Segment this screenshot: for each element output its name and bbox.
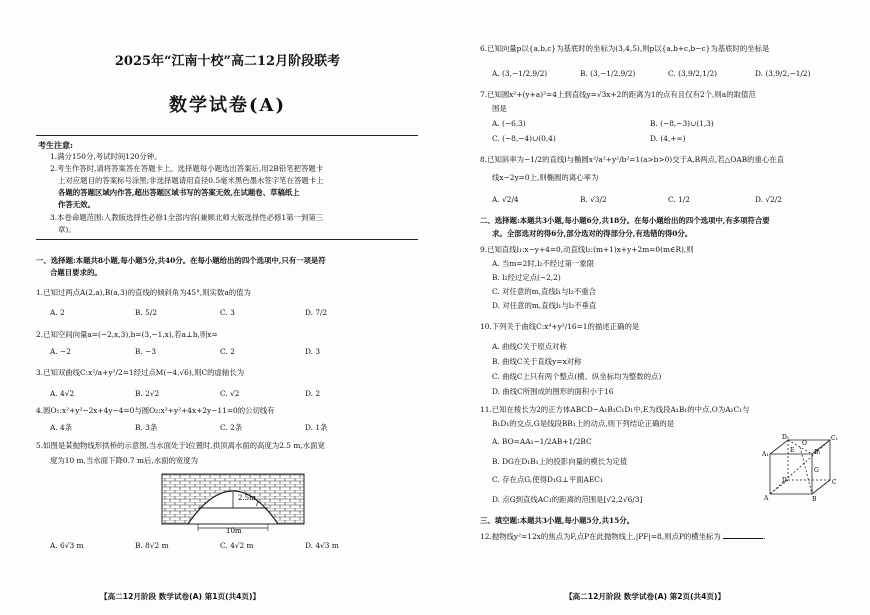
notice-line: 2.考生作答时,请将答案答在答题卡上。选择题每小题选出答案后,用2B铅笔把答题卡 (50, 164, 324, 173)
section3-heading: 三、填空题:本题共3小题,每小题5分,共15分。 (480, 516, 635, 525)
cube-label: A₁ (762, 451, 769, 458)
question-5-cont: 度为10 m,当水面下降0.7 m后,水面的宽度为 (50, 456, 199, 465)
section2-heading: 二、选择题:本题共3小题,每小题6分,共18分。在每小题给出的四个选项中,有多项符合要 (480, 216, 770, 225)
question-9: 9.已知直线l₁:x−y+4=0,动直线l₂:(m+1)x+y+2m=0(m∈R),则 (480, 245, 694, 254)
q2-option-b: B. −3 (135, 347, 157, 356)
page2-footer: 【高二12月阶段 数学试卷(A) 第2页(共4页)】 (565, 592, 726, 601)
question-11: 11.已知在棱长为2的正方体ABCD−A₁B₁C₁D₁中,E为线段A₁B₁的中点,O为A₁C₁与 (480, 405, 750, 414)
cube-label: B (812, 496, 817, 502)
q7-option-b: B. (−8,−3)∪(1,3) (650, 119, 714, 128)
bridge-width-label: 10m (226, 527, 242, 534)
question-12-text: 12.抛物线y²=12x的焦点为F,点P在此抛物线上,|PF|=8,则点P的横坐标为 (480, 532, 721, 541)
question-6: 6.已知向量p以{a,b,c}为基底时的坐标为(3,4,5),则p以{a,b+c,b−c}为基底时的坐标是 (480, 44, 770, 53)
q6-option-b: B. (3,−1/2,9/2) (580, 69, 636, 78)
paper-title: 数学试卷(A) (169, 95, 286, 116)
question-8-cont: 线x−2y=0上,则椭圆的离心率为 (492, 173, 599, 182)
q7-option-c: C. (−8,−4)∪(0,4) (492, 134, 556, 143)
bridge-height-label: 2.5m (238, 494, 256, 502)
cube-label: D₁ (782, 434, 790, 441)
notice-line: 上对应题目的答案标号涂黑;非选择题请用直径0.5毫米黑色墨水签字笔在答题卡上 (58, 176, 324, 185)
q8-option-c: C. 1/2 (668, 195, 690, 204)
answer-blank (723, 530, 763, 539)
notice-line: 章)。 (58, 225, 76, 234)
question-7-cont: 围是 (492, 104, 507, 113)
q9-option-b: B. l₂经过定点(−2,2) (492, 273, 561, 282)
q10-option-b: B. 曲线C关于直线y=x对称 (492, 357, 582, 366)
question-8: 8.已知斜率为−1/2的直线l与椭圆x²/a²+y²/b²=1(a>b>0)交于A,B两点,若△OAB的重心在直 (480, 155, 785, 164)
exam-title: 2025年“江南十校”高二12月阶段联考 (114, 54, 341, 69)
q7-option-a: A. (−6,3) (492, 119, 526, 128)
q3-option-c: C. √2 (220, 389, 240, 398)
q10-option-a: A. 曲线C关于原点对称 (492, 342, 567, 351)
section1-heading: 一、选择题:本题共8小题,每小题5分,共40分。在每小题给出的四个选项中,只有一项是符 (36, 256, 326, 265)
q4-option-b: B. 3条 (135, 423, 158, 432)
q1-option-a: A. 2 (50, 308, 65, 317)
q9-option-d: D. 对任意的m,直线l₁与l₂不垂直 (492, 301, 597, 310)
q2-option-a: A. −2 (50, 347, 71, 356)
q2-option-c: C. 2 (220, 347, 235, 356)
question-11-cont: B₁D₁的交点,G是线段BB₁上的动点,则下列结论正确的是 (492, 419, 675, 428)
notice-top-rule (36, 135, 418, 136)
q9-option-a: A. 当m=2时,l₂不经过第一象限 (492, 259, 595, 268)
q9-option-c: C. 对任意的m,直线l₁与l₂不重合 (492, 287, 597, 296)
q3-option-a: A. 4√2 (50, 389, 75, 398)
q2-option-d: D. 3 (305, 347, 321, 356)
q5-option-a: A. 6√3 m (50, 541, 84, 550)
notice-title: 考生注意: (38, 140, 73, 150)
notice-line: 1.满分150分,考试时间120分钟。 (50, 152, 162, 161)
cube-label: O (802, 440, 807, 447)
question-7: 7.已知圆x²+(y+a)²=4上到直线y=√3x+2的距离为1的点有且仅有2个,则a的取值范 (480, 90, 756, 99)
q5-option-d: D. 4√3 m (305, 541, 339, 550)
cube-label: B₁ (814, 449, 821, 456)
q8-option-a: A. √2/4 (492, 195, 519, 204)
cube-label: G (814, 467, 819, 474)
q8-option-d: D. √2/2 (755, 195, 782, 204)
cube-label: A (764, 495, 769, 502)
q6-option-d: D. (3,9/2,−1/2) (755, 69, 811, 78)
q10-option-d: D. 曲线C所围成的图形的面积小于16 (492, 387, 614, 396)
q4-option-d: D. 1条 (305, 423, 328, 432)
notice-bottom-rule (36, 239, 418, 240)
arch-bridge-figure (160, 472, 306, 534)
q11-option-d: D. 点G到直线AC₁的距离的范围是[√2,2√6/3] (492, 495, 643, 504)
question-12: 12.抛物线y²=12x的焦点为F,点P在此抛物线上,|PF|=8,则点P的横坐标为 . (480, 532, 766, 541)
question-5: 5.如图是某抛物线形拱桥的示意图,当水面处于l位置时,拱顶离水面的高度为2.5 m,水面宽 (36, 441, 325, 450)
q3-option-d: D. 2 (305, 389, 321, 398)
q4-option-a: A. 4条 (50, 423, 73, 432)
q3-option-b: B. 2√2 (135, 389, 160, 398)
page1-footer: 【高二12月阶段 数学试卷(A) 第1页(共4页)】 (100, 592, 261, 601)
q5-option-b: B. 8√2 m (135, 541, 169, 550)
q10-option-c: C. 曲线C上只有两个整点(横、纵坐标均为整数的点) (492, 372, 662, 381)
question-2: 2.已知空间向量a=(−2,x,3),b=(3,−1,x),若a⊥b,则x= (36, 330, 218, 339)
notice-line: 作答无效。 (58, 200, 95, 209)
question-3: 3.已知双曲线C:x²/a+y²/2=1经过点M(−4,√6),则C的虚轴长为 (36, 368, 245, 377)
q4-option-c: C. 2条 (220, 423, 243, 432)
cube-figure (762, 432, 840, 502)
q11-option-b: B. DG在D₁B₁上的投影向量的模长为定值 (492, 457, 628, 466)
section2-heading-cont: 求。全部选对的得6分,部分选对的得部分分,有选错的得0分。 (492, 229, 693, 238)
notice-line: 各题的答题区域内作答,超出答题区域书写的答案无效,在试题卷、草稿纸上 (58, 188, 300, 197)
q1-option-d: D. 7/2 (305, 308, 328, 317)
q1-option-b: B. 5/2 (135, 308, 158, 317)
q1-option-c: C. 3 (220, 308, 235, 317)
q5-option-c: C. 4√2 m (220, 541, 254, 550)
section1-heading-cont: 合题目要求的。 (50, 268, 102, 277)
q8-option-b: B. √3/2 (580, 195, 607, 204)
question-10: 10.下列关于曲线C:x⁴+y²/16=1的描述正确的是 (480, 322, 640, 331)
question-1: 1.已知过两点A(2,a),B(a,3)的直线的倾斜角为45°,则实数a的值为 (36, 288, 251, 297)
cube-label: C (832, 479, 837, 486)
notice-line: 3.本卷命题范围:人教版选择性必修1全部内容(兼顾北师大版选择性必修1第一到第三 (50, 213, 324, 222)
water-line-label: l (256, 500, 259, 508)
cube-label: E (790, 447, 795, 454)
q6-option-c: C. (3,9/2,1/2) (668, 69, 718, 78)
question-4: 4.圆O₁:x²+y²−2x+4y−4=0与圆O₂:x²+y²+4x+2y−11=0的公切线有 (36, 406, 275, 415)
q11-option-a: A. BO=AA₁−1/2AB+1/2BC (492, 437, 592, 446)
cube-label: C₁ (831, 435, 838, 442)
q11-option-c: C. 存在点G,使得D₁G⊥平面AEC₁ (492, 475, 603, 484)
cube-label: D (782, 477, 787, 484)
q6-option-a: A. (3,−1/2,9/2) (492, 69, 548, 78)
q7-option-d: D. (4,+∞) (650, 134, 686, 143)
